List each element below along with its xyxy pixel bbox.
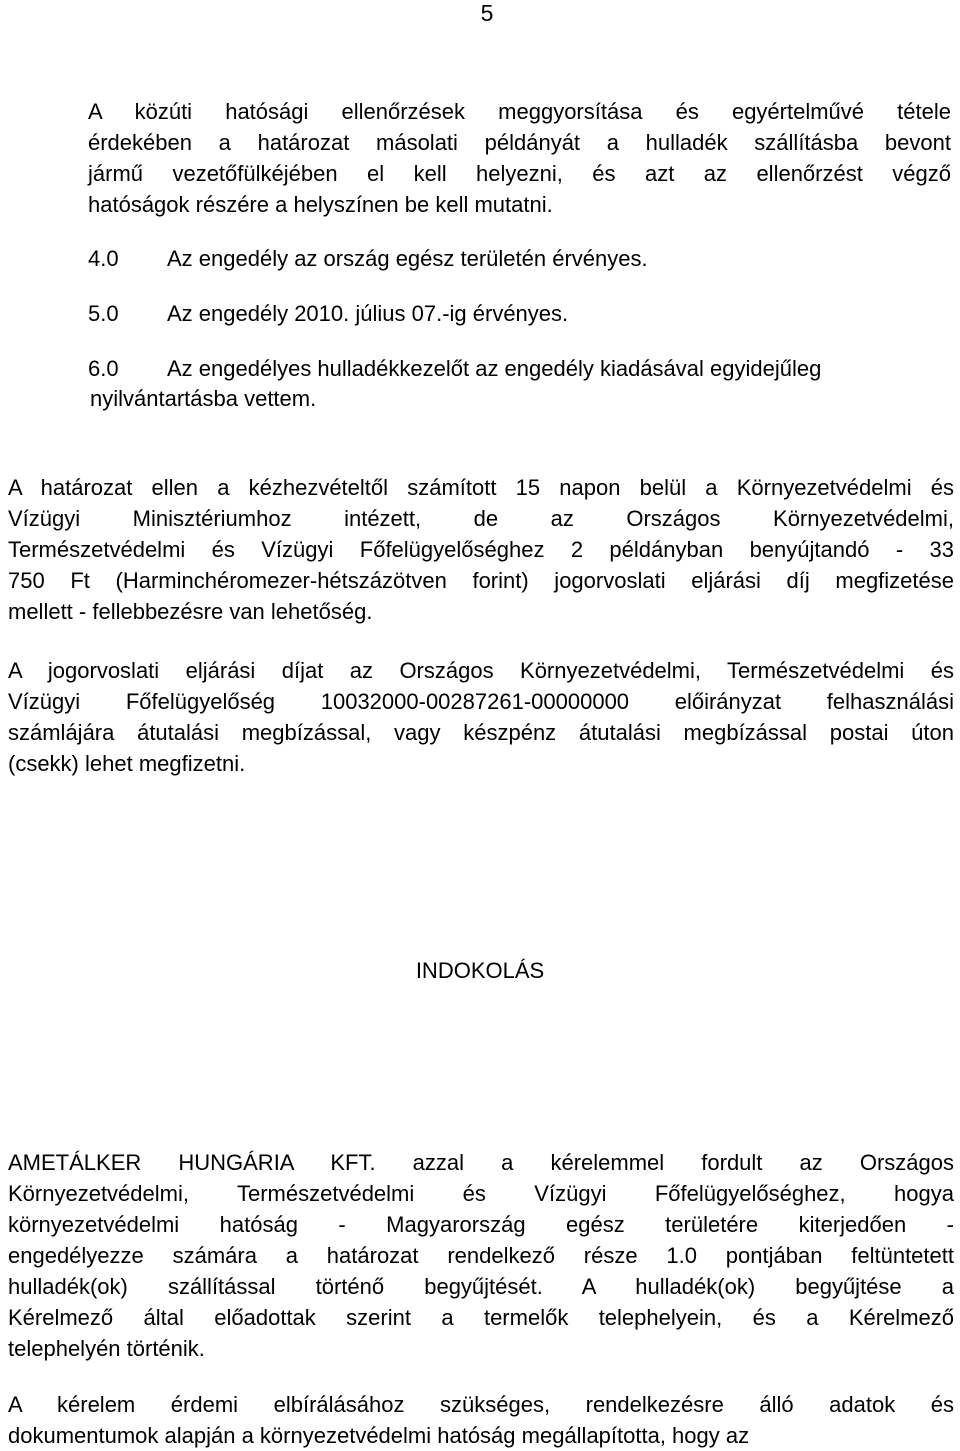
reasoning-paragraph	[8, 1147, 954, 1364]
paragraph-line: számlájára átutalási megbízással, vagy készpénz átutalási megbízással postai úton	[8, 720, 954, 745]
paragraph-line: mellett - fellebbezésre van lehetőség.	[8, 599, 373, 624]
paragraph-line: A közúti hatósági ellenőrzések meggyorsítása és egyértelművé tétele	[88, 99, 951, 124]
item-text: Az engedély az ország egész területén érvényes.	[167, 246, 648, 271]
paragraph-line: környezetvédelmi hatóság - Magyarország egész területére kiterjedően -	[8, 1212, 954, 1237]
paragraph-line: telephelyén történik.	[8, 1336, 205, 1361]
item-text-continuation: nyilvántartásba vettem.	[90, 386, 317, 411]
paragraph-line: A határozat ellen a kézhezvételtől számított 15 napon belül a Környezetvédelmi és	[8, 475, 954, 500]
paragraph-line: Vízügyi Minisztériumhoz intézett, de az Országos Környezetvédelmi,	[8, 506, 954, 531]
item-text: Az engedélyes hulladékkezelőt az engedély kiadásával egyidejűleg	[167, 356, 822, 381]
paragraph-line: jármű vezetőfülkéjében el kell helyezni, és azt az ellenőrzést végző	[88, 161, 951, 186]
numbered-item-6	[88, 354, 951, 414]
paragraph-line: A jogorvoslati eljárási díjat az Országos Környezetvédelmi, Természetvédelmi és	[8, 658, 954, 683]
intro-paragraph	[88, 96, 951, 220]
numbered-item-5	[88, 299, 951, 329]
paragraph-line: 750 Ft (Harminchéromezer-hétszázötven forint) jogorvoslati eljárási díj megfizetése	[8, 568, 954, 593]
final-paragraph	[8, 1389, 954, 1451]
paragraph-line: dokumentumok alapján a környezetvédelmi hatóság megállapította, hogy az	[8, 1423, 750, 1448]
paragraph-line: hatóságok részére a helyszínen be kell mutatni.	[88, 192, 553, 217]
paragraph-line: engedélyezze számára a határozat rendelkező része 1.0 pontjában feltüntetett	[8, 1243, 954, 1268]
item-text: Az engedély 2010. július 07.-ig érvényes.	[167, 301, 569, 326]
paragraph-line: hulladék(ok) szállítással történő begyűjtését. A hulladék(ok) begyűjtése a	[8, 1274, 954, 1299]
paragraph-line: Vízügyi Főfelügyelőség 10032000-00287261-00000000 előirányzat felhasználási	[8, 689, 954, 714]
paragraph-line: Környezetvédelmi, Természetvédelmi és Vízügyi Főfelügyelőséghez, hogya	[8, 1181, 954, 1206]
paragraph-line: Természetvédelmi és Vízügyi Főfelügyelőséghez 2 példányban benyújtandó - 33	[8, 537, 954, 562]
paragraph-line: A kérelem érdemi elbírálásához szükséges, rendelkezésre álló adatok és	[8, 1392, 954, 1417]
item-number: 4.0	[88, 246, 119, 271]
paragraph-line: érdekében a határozat másolati példányát a hulladék szállításba bevont	[88, 130, 951, 155]
numbered-item-4	[88, 244, 951, 274]
fee-paragraph	[8, 655, 954, 779]
section-heading: INDOKOLÁS	[415, 958, 545, 983]
appeal-paragraph	[8, 472, 954, 627]
paragraph-line: AMETÁLKER HUNGÁRIA KFT. azzal a kérelemmel fordult az Országos	[8, 1150, 954, 1175]
item-number: 5.0	[88, 301, 119, 326]
page-number: 5	[480, 0, 494, 26]
paragraph-line: Kérelmező által előadottak szerint a termelők telephelyein, és a Kérelmező	[8, 1305, 954, 1330]
item-number: 6.0	[88, 356, 119, 381]
paragraph-line: (csekk) lehet megfizetni.	[8, 751, 246, 776]
